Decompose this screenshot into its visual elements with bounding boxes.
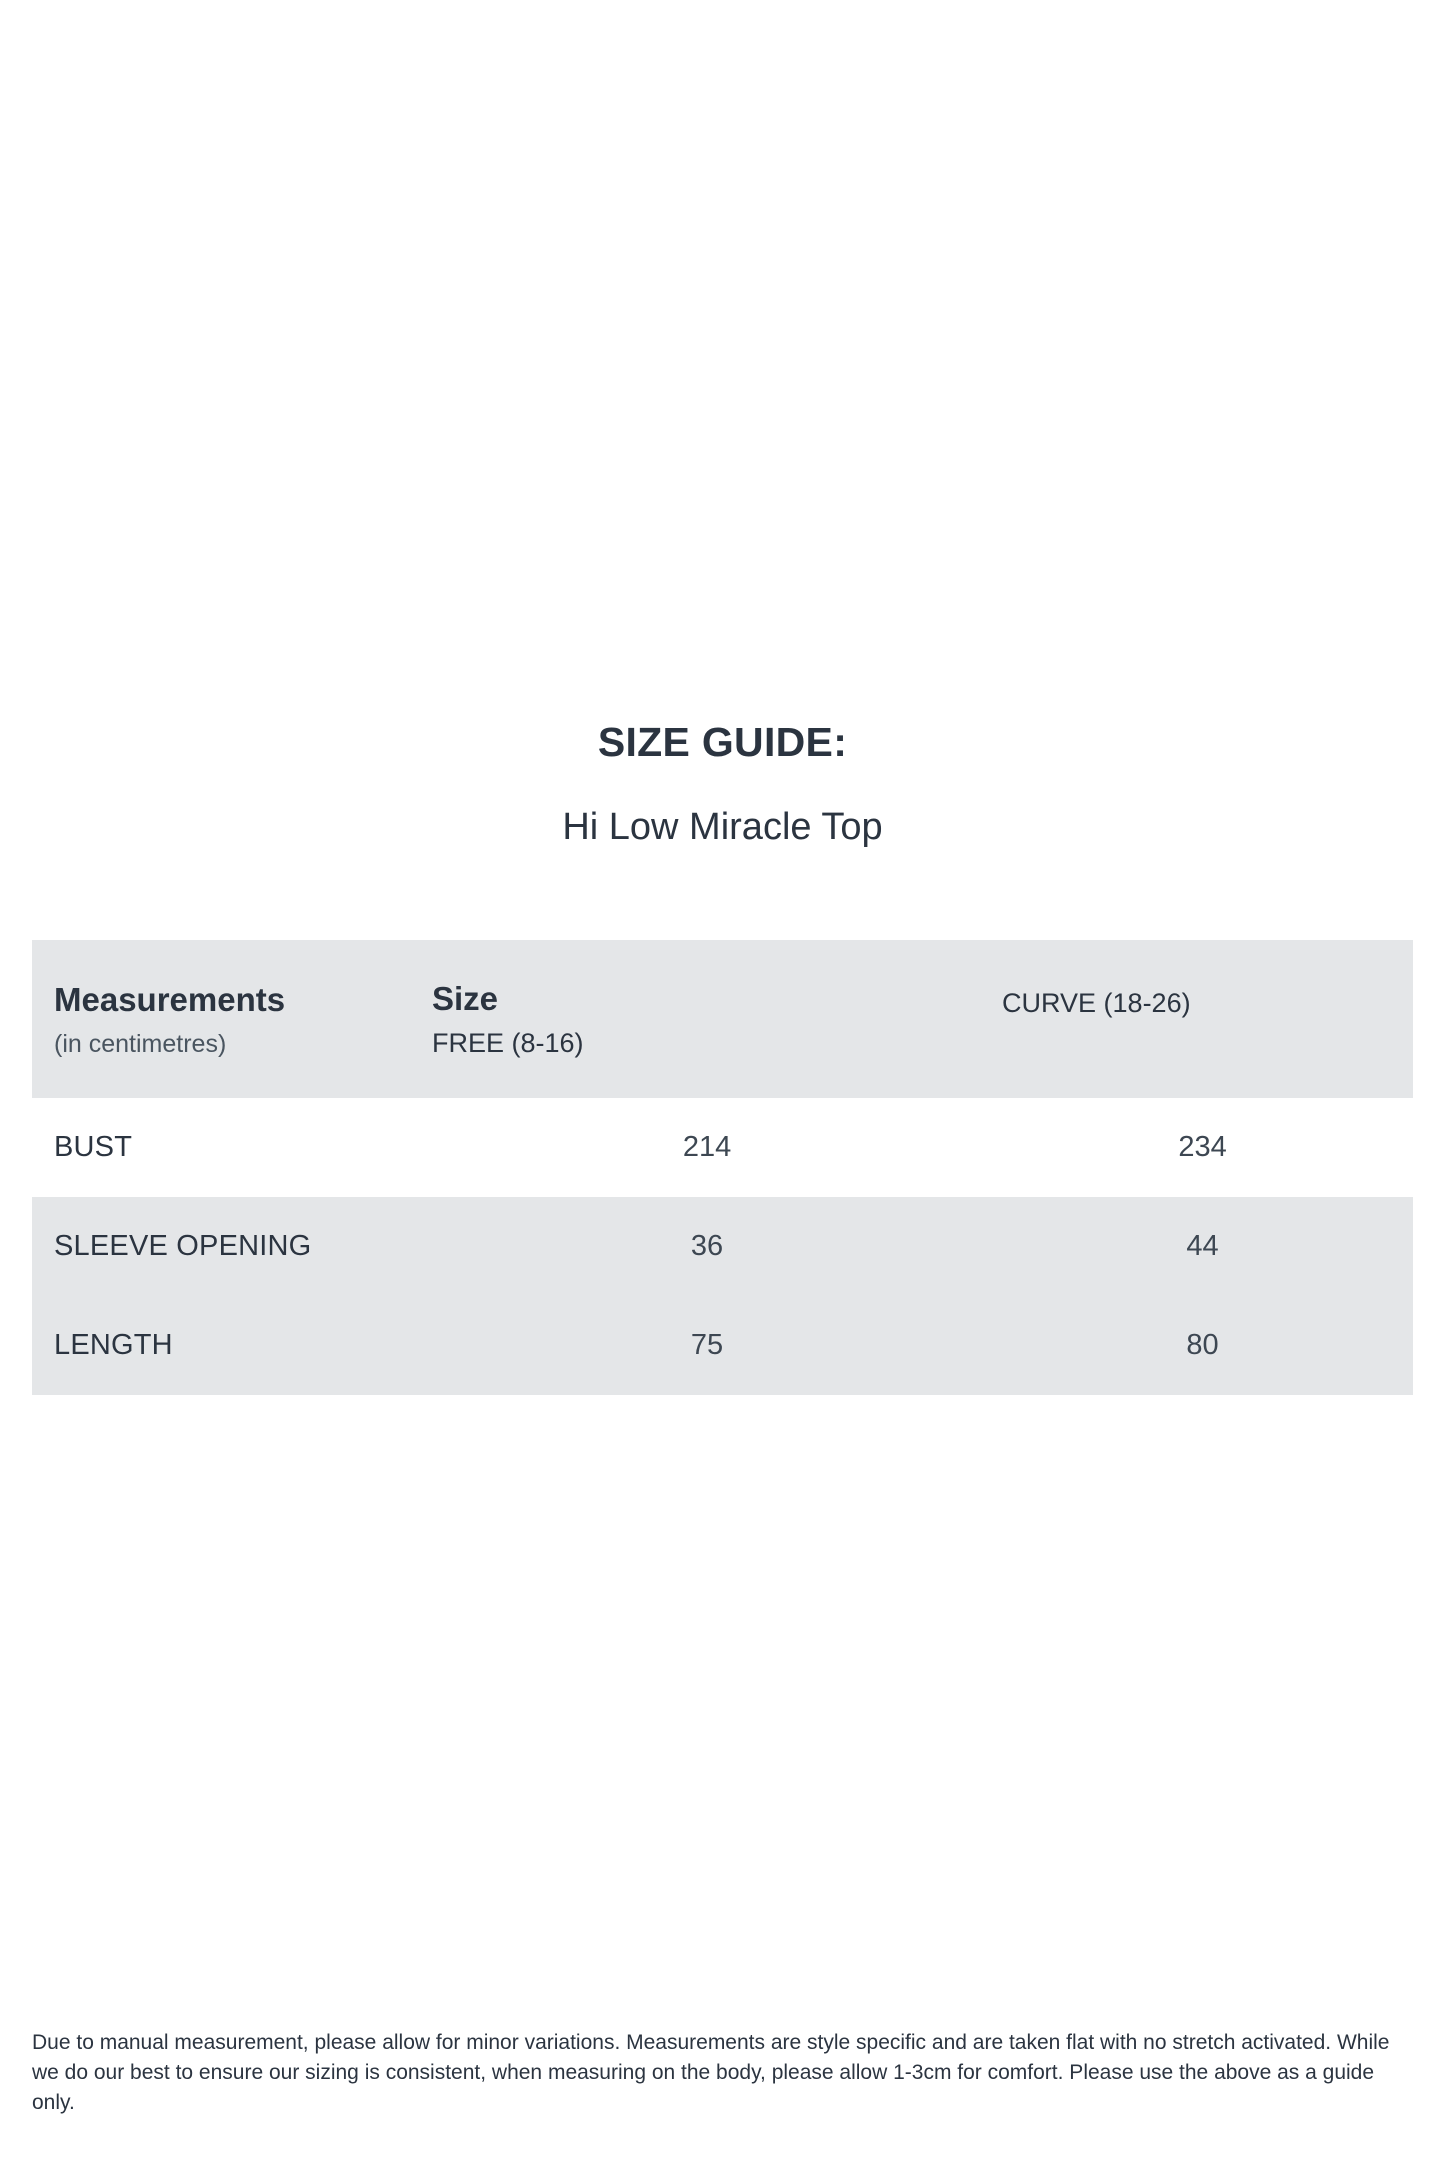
title-block <box>0 720 1445 849</box>
row-value-curve: 234 <box>1178 1131 1227 1163</box>
header-curve <box>992 940 1413 1098</box>
header-column-free: FREE (8-16) <box>432 1028 584 1059</box>
row-label: LENGTH <box>54 1329 173 1361</box>
header-size <box>422 940 992 1098</box>
page-title: SIZE GUIDE: <box>597 719 848 765</box>
header-column-curve: CURVE (18-26) <box>1002 988 1191 1019</box>
row-label: SLEEVE OPENING <box>54 1230 312 1262</box>
row-value-free: 75 <box>690 1329 724 1361</box>
table-row <box>32 1098 1413 1197</box>
header-size-label: Size <box>432 980 499 1018</box>
row-label: BUST <box>54 1131 133 1163</box>
header-measurements <box>32 940 422 1098</box>
header-measurements-label: Measurements <box>54 981 286 1019</box>
row-value-free: 214 <box>682 1131 732 1163</box>
header-measurements-unit: (in centimetres) <box>54 1029 227 1058</box>
product-name: Hi Low Miracle Top <box>562 806 883 849</box>
table-row <box>32 1296 1413 1395</box>
table-header-row <box>32 940 1413 1098</box>
row-value-curve: 80 <box>1186 1329 1219 1361</box>
row-value-free: 36 <box>690 1230 724 1262</box>
footnote-text: Due to manual measurement, please allow for minor variations. Measurements are style specific and are taken flat with no stretch activated. While we do our best to ensure our sizing is consistent, when measuring on the body, please allow 1-3cm for comfort. Please use the above as a guide only. <box>32 2031 1390 2114</box>
size-guide-table <box>32 940 1413 1395</box>
row-value-curve: 44 <box>1186 1230 1219 1262</box>
table-row <box>32 1197 1413 1296</box>
